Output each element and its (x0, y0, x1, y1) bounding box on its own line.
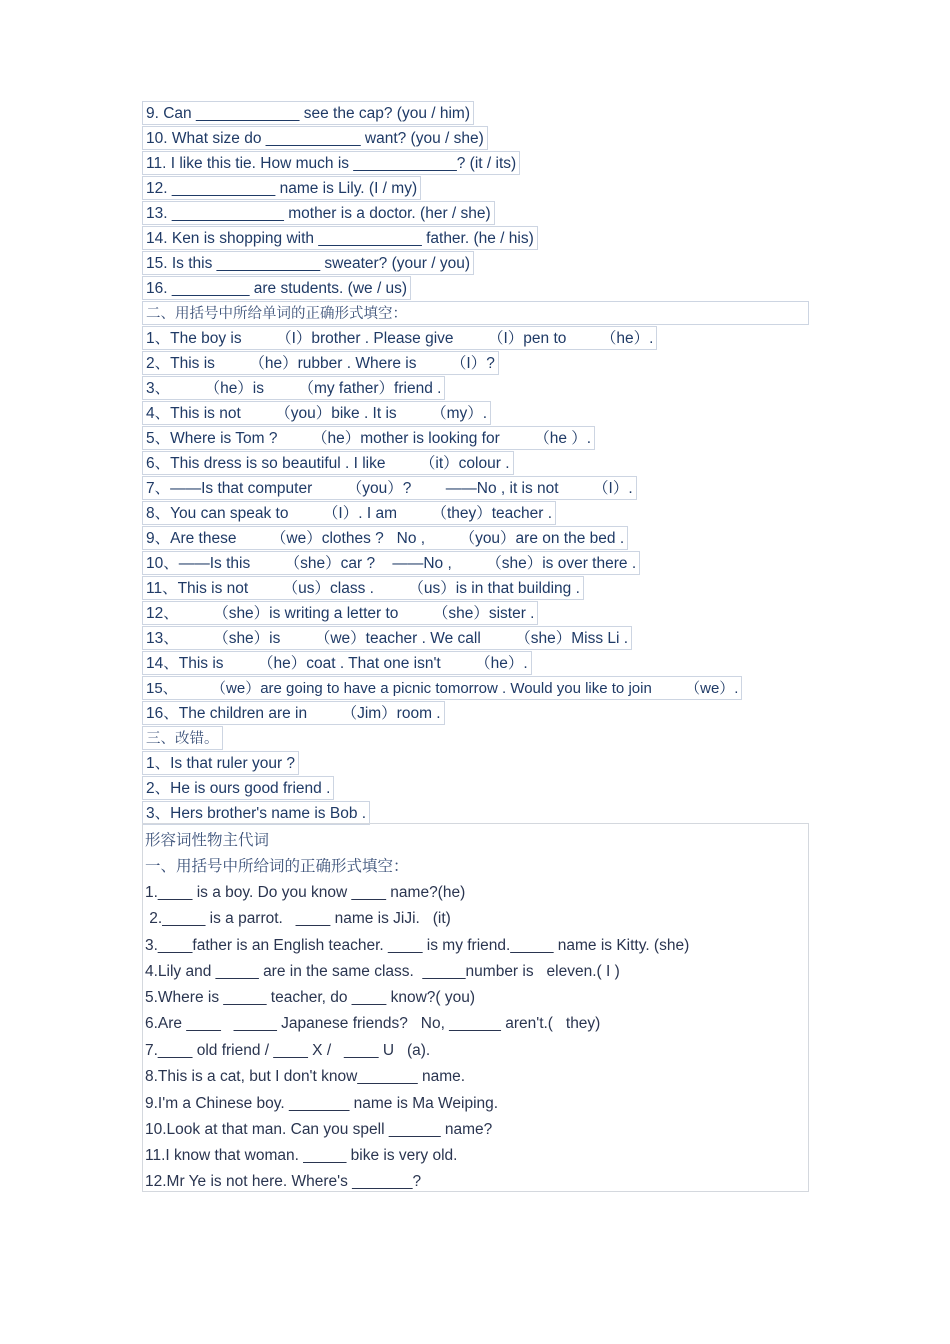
exercise-line: 14. Ken is shopping with ____________ father. (he / his) (142, 226, 538, 250)
exercise-line: 10. What size do ___________ want? (you / she) (142, 126, 488, 150)
exercise-line: 2、This is （he）rubber . Where is （I）? (142, 351, 499, 375)
exercise-line: 1.____ is a boy. Do you know ____ name?(he) (145, 884, 466, 901)
exercise-line: 8.This is a cat, but I don't know_______ name. (145, 1068, 466, 1085)
exercise-line: 1、Is that ruler your ? (142, 751, 299, 775)
exercise-line: 14、This is （he）coat . That one isn't （he）. (142, 651, 532, 675)
exercise-line: 9.I'm a Chinese boy. _______ name is Ma Weiping. (145, 1095, 499, 1112)
exercise-line: 12.Mr Ye is not here. Where's _______? (145, 1173, 422, 1190)
exercise-line: 12、 （she）is writing a letter to （she）sister . (142, 601, 538, 625)
exercise-line: 3、 （he）is （my father）friend . (142, 376, 445, 400)
exercise-line: 11. I like this tie. How much is ____________? (it / its) (142, 151, 520, 175)
exercise-line: 9、Are these （we）clothes ? No , （you）are on the bed . (142, 526, 628, 550)
exercise-line: 5、Where is Tom ? （he）mother is looking for （he ）. (142, 426, 595, 450)
exercise-line: 2、He is ours good friend . (142, 776, 334, 800)
exercise-line: 15、 （we）are going to have a picnic tomorrow . Would you like to join （we）. (142, 676, 742, 700)
exercise-line: 4、This is not （you）bike . It is （my）. (142, 401, 491, 425)
exercise-line: 7、——Is that computer （you）? ——No , it is not （I）. (142, 476, 637, 500)
exercise-line: 1、The boy is （I）brother . Please give （I）pen to （he）. (142, 326, 657, 350)
exercise-line: 5.Where is _____ teacher, do ____ know?( you) (145, 989, 476, 1006)
exercise-line: 4.Lily and _____ are in the same class. _____number is eleven.( I ) (145, 963, 620, 980)
exercise-line: 16、The children are in （Jim）room . (142, 701, 445, 725)
exercise-line: 7.____ old friend / ____ X / ____ U (a). (145, 1042, 431, 1059)
exercise-line: 9. Can ____________ see the cap? (you / him) (142, 101, 474, 125)
exercise-line: 3、Hers brother's name is Bob . (142, 801, 370, 825)
section-heading: 一、用括号中所给词的正确形式填空： (145, 857, 409, 875)
exercise-line: 3.____father is an English teacher. ____ is my friend._____ name is Kitty. (she) (145, 937, 690, 954)
exercise-line: 10、——Is this （she）car ? ——No , （she）is over there . (142, 551, 640, 575)
exercise-line: 12. ____________ name is Lily. (I / my) (142, 176, 421, 200)
exercise-line: 8、You can speak to （I）. I am （they）teacher . (142, 501, 556, 525)
exercise-line: 6.Are ____ _____ Japanese friends? No, ______ aren't.( they) (145, 1015, 601, 1032)
exercise-line: 15. Is this ____________ sweater? (your / you) (142, 251, 474, 275)
exercise-line: 11.I know that woman. _____ bike is very old. (145, 1147, 458, 1164)
exercise-line: 11、This is not （us）class . （us）is in that building . (142, 576, 584, 600)
section-heading: 二、用括号中所给单词的正确形式填空： (142, 301, 809, 325)
exercise-line: 13、 （she）is （we）teacher . We call （she）Miss Li . (142, 626, 632, 650)
section-title: 形容词性物主代词 (145, 831, 270, 849)
exercise-line: 6、This dress is so beautiful . I like （it）colour . (142, 451, 514, 475)
exercise-line: 16. _________ are students. (we / us) (142, 276, 411, 300)
section-heading: 三、改错。 (142, 726, 223, 750)
exercise-line: 10.Look at that man. Can you spell ______ name? (145, 1121, 493, 1138)
exercise-line: 13. _____________ mother is a doctor. (her / she) (142, 201, 495, 225)
exercise-line: 2._____ is a parrot. ____ name is JiJi. (it) (145, 910, 451, 927)
